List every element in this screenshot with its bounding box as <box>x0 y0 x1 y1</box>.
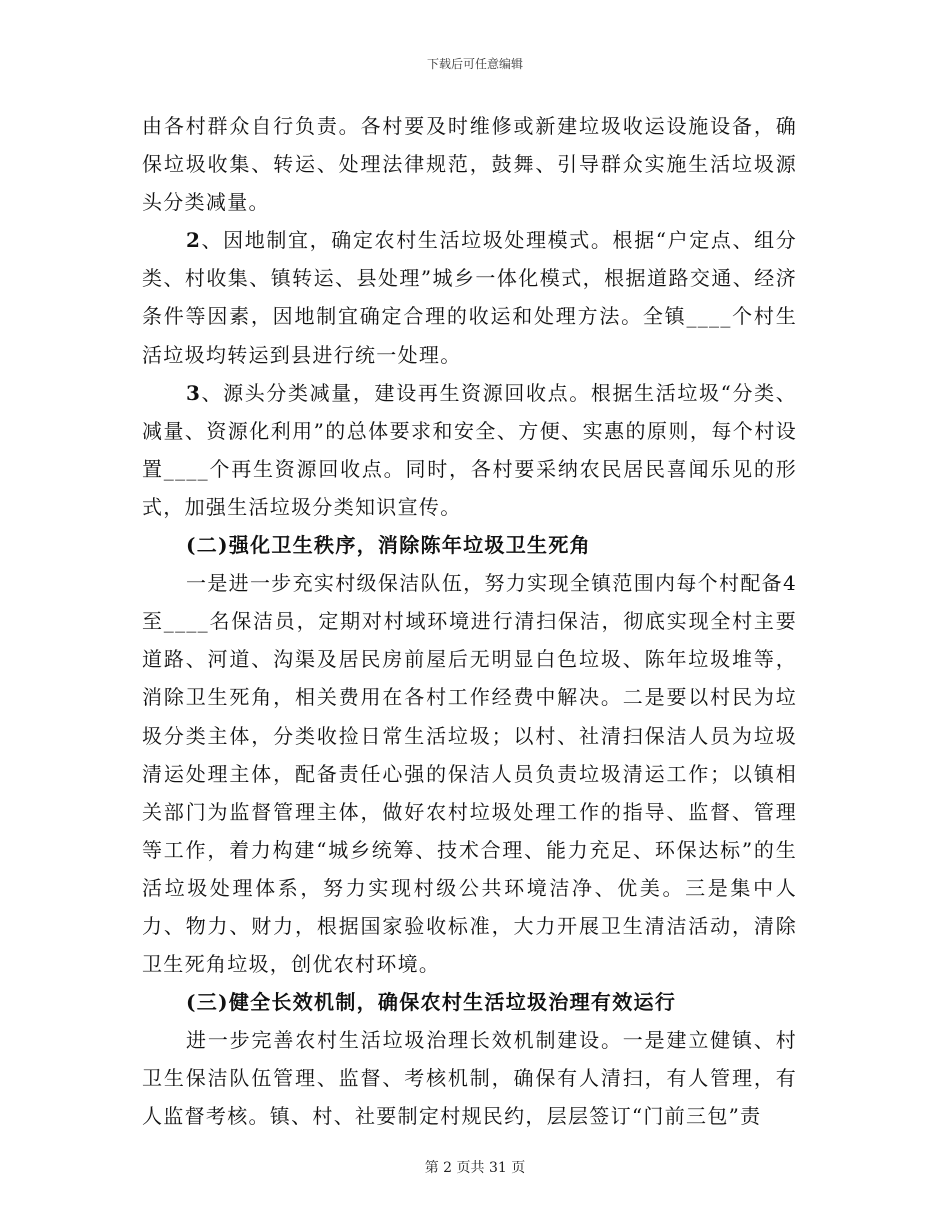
item-text: 、因地制宜，确定农村生活垃圾处理模式。根据“户定点、组分类、村收集、镇转运、县处理”城乡一体化模式，根据道路交通、经济条件等因素，因地制宜确定合理的收运和处理方法。全镇____个村生活垃圾均转运到县进行统一处理。 <box>142 228 797 367</box>
item-number: 2 <box>186 228 202 253</box>
page-header: 下载后可任意编辑 <box>426 57 523 71</box>
document-body <box>142 107 797 1136</box>
paragraph-section-3: 进一步完善农村生活垃圾治理长效机制建设。一是建立健镇、村卫生保洁队伍管理、监督、考核机制，确保有人清扫，有人管理，有人监督考核。镇、村、社要制定村规民约，层层签订“门前三包”责 <box>142 1028 797 1129</box>
paragraph-item-3 <box>142 374 797 526</box>
item-number: 3 <box>186 380 202 405</box>
paragraph-section-2: 一是进一步充实村级保洁队伍，努力实现全镇范围内每个村配备4至____名保洁员，定期对村域环境进行清扫保洁，彻底实现全村主要道路、河道、沟渠及居民房前屋后无明显白色垃圾、陈年垃圾堆等，消除卫生死角，相关费用在各村工作经费中解决。二是要以村民为垃圾分类主体，分类收捡日常生活垃圾；以村、社清扫保洁人员为垃圾清运处理主体，配备责任心强的保洁人员负责垃圾清运工作；以镇相关部门为监督管理主体，做好农村垃圾处理工作的指导、监督、管理等工作，着力构建“城乡统筹、技术合理、能力充足、环保达标”的生活垃圾处理体系，努力实现村级公共环境洁净、优美。三是集中人力、物力、财力，根据国家验收标准，大力开展卫生清洁活动，清除卫生死角垃圾，创优农村环境。 <box>142 571 797 977</box>
paragraph-item-2 <box>142 221 797 373</box>
paragraph-continuation: 由各村群众自行负责。各村要及时维修或新建垃圾收运设施设备，确保垃圾收集、转运、处理法律规范，鼓舞、引导群众实施生活垃圾源头分类减量。 <box>142 114 797 215</box>
item-text: 、源头分类减量，建设再生资源回收点。根据生活垃圾“分类、减量、资源化利用”的总体要求和安全、方便、实惠的原则，每个村设置____个再生资源回收点。同时，各村要采纳农民居民喜闻乐见的形式，加强生活垃圾分类知识宣传。 <box>142 380 797 519</box>
section-heading-3: (三)健全长效机制，确保农村生活垃圾治理有效运行 <box>186 990 677 1015</box>
section-heading-2: (二)强化卫生秩序，消除陈年垃圾卫生死角 <box>186 533 591 558</box>
page-footer: 第 2 页共 31 页 <box>424 1160 526 1176</box>
